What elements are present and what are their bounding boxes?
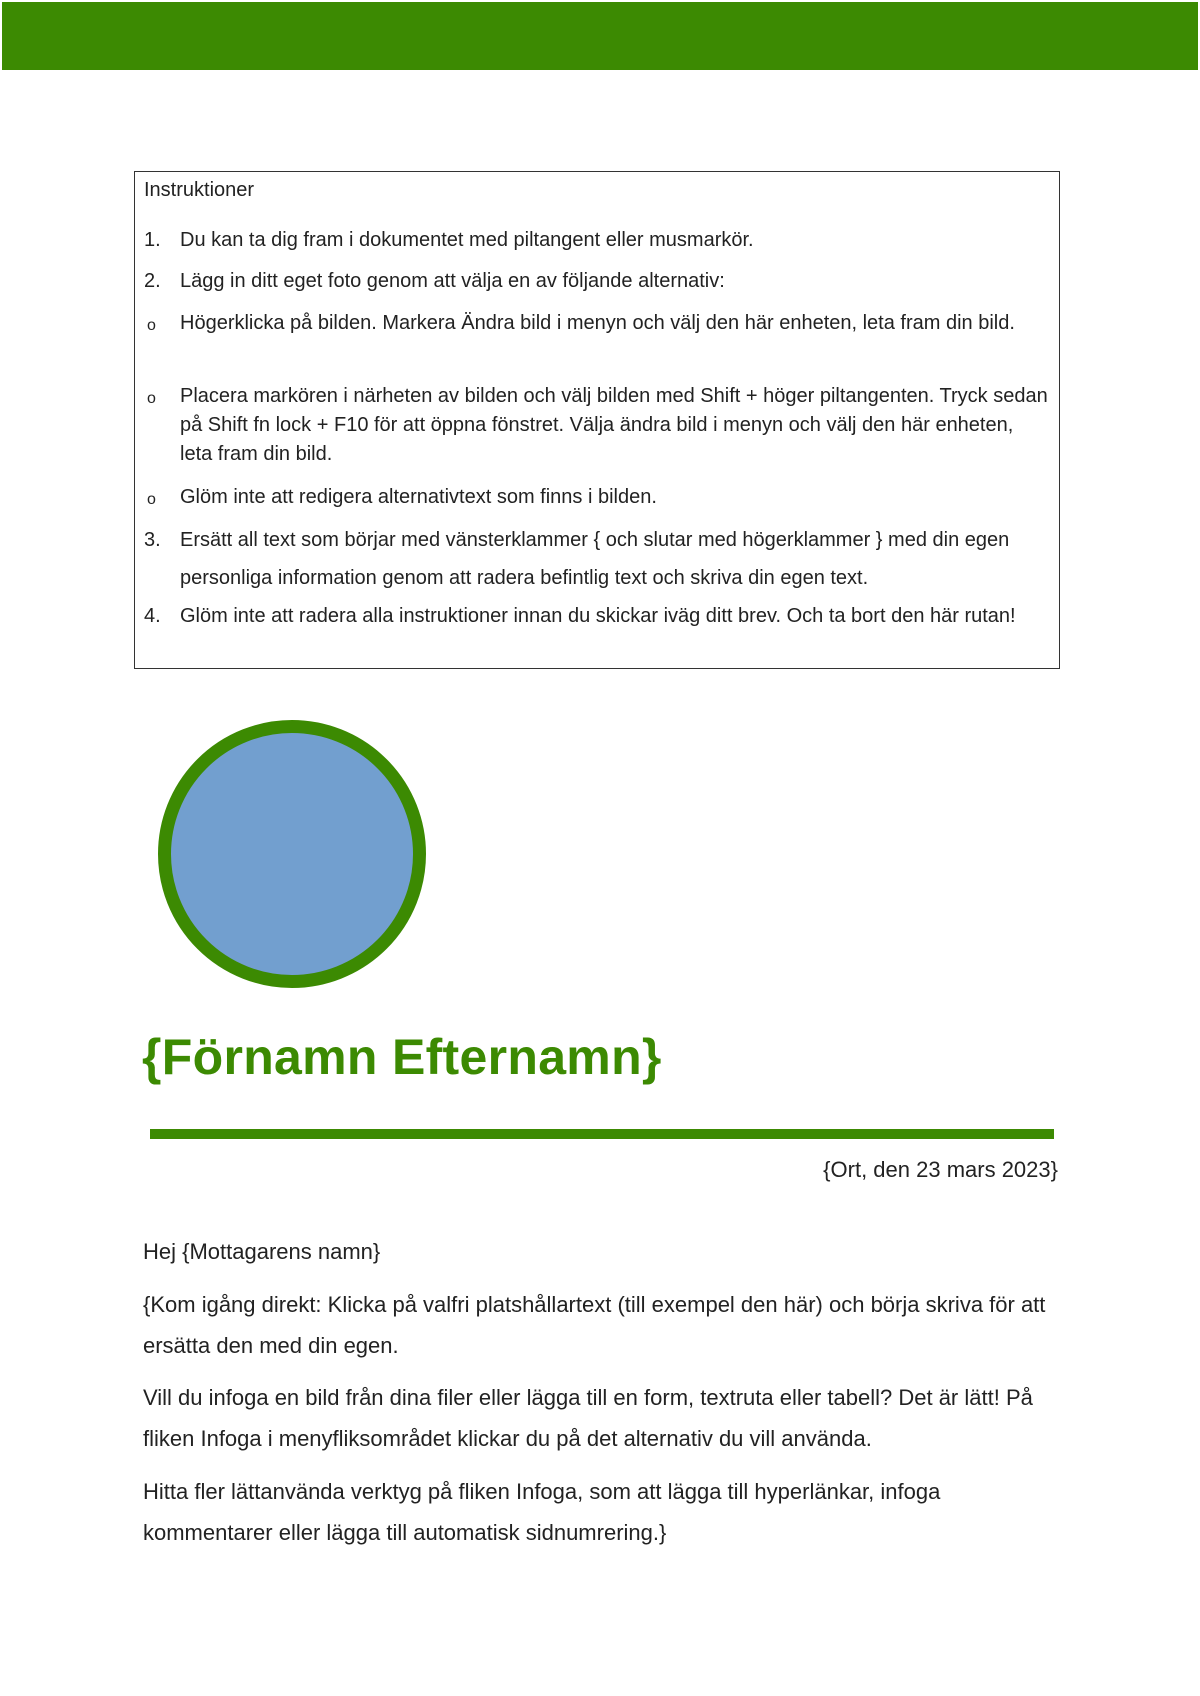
body-paragraph: Vill du infoga en bild från dina filer eller lägga till en form, textruta eller tabell? Det är lätt! På fliken Infoga i menyfliksområdet klickar du på det alternativ du vill använda.	[143, 1385, 1033, 1451]
date-place: {Ort, den 23 mars 2023}	[823, 1157, 1058, 1182]
bullet-marker: o	[147, 390, 156, 407]
instructions-box	[134, 171, 1060, 669]
greeting: Hej {Mottagarens namn}	[143, 1239, 381, 1264]
instruction-text: Högerklicka på bilden. Markera Ändra bild i menyn och välj den här enheten, leta fram din bild.	[180, 312, 1015, 334]
top-banner	[2, 2, 1198, 70]
instruction-text: Lägg in ditt eget foto genom att välja en av följande alternativ:	[180, 270, 725, 292]
body-paragraph: {Kom igång direkt: Klicka på valfri platshållartext (till exempel den här) och börja skriva för att ersätta den med din egen.	[143, 1292, 1046, 1358]
list-number: 3.	[144, 529, 161, 551]
list-number: 1.	[144, 229, 161, 251]
instruction-text: Placera markören i närheten av bilden och välj bilden med Shift + höger piltangenten. Tryck sedan på Shift fn lock + F10 för att öppna fönstret. Välja ändra bild i menyn och välj den här enheten, leta fram din bild.	[180, 385, 1048, 465]
profile-photo-placeholder[interactable]	[158, 720, 426, 988]
instruction-text: Glöm inte att redigera alternativtext som finns i bilden.	[180, 486, 657, 508]
instruction-text: Glöm inte att radera alla instruktioner innan du skickar iväg ditt brev. Och ta bort den här rutan!	[180, 605, 1016, 627]
instruction-text: Du kan ta dig fram i dokumentet med piltangent eller musmarkör.	[180, 229, 754, 251]
instruction-text: Ersätt all text som börjar med vänsterklammer { och slutar med högerklammer } med din egen personliga information genom att radera befintlig text och skriva din egen text.	[180, 529, 1010, 589]
list-number: 2.	[144, 270, 161, 292]
divider-line	[150, 1129, 1054, 1139]
instructions-title: Instruktioner	[144, 179, 255, 201]
sender-name: {Förnamn Efternamn}	[142, 1029, 662, 1085]
bullet-marker: o	[147, 491, 156, 508]
list-number: 4.	[144, 605, 161, 627]
body-paragraph: Hitta fler lättanvända verktyg på fliken Infoga, som att lägga till hyperlänkar, infoga kommentarer eller lägga till automatisk sidnumrering.}	[143, 1479, 941, 1545]
bullet-marker: o	[147, 317, 156, 334]
